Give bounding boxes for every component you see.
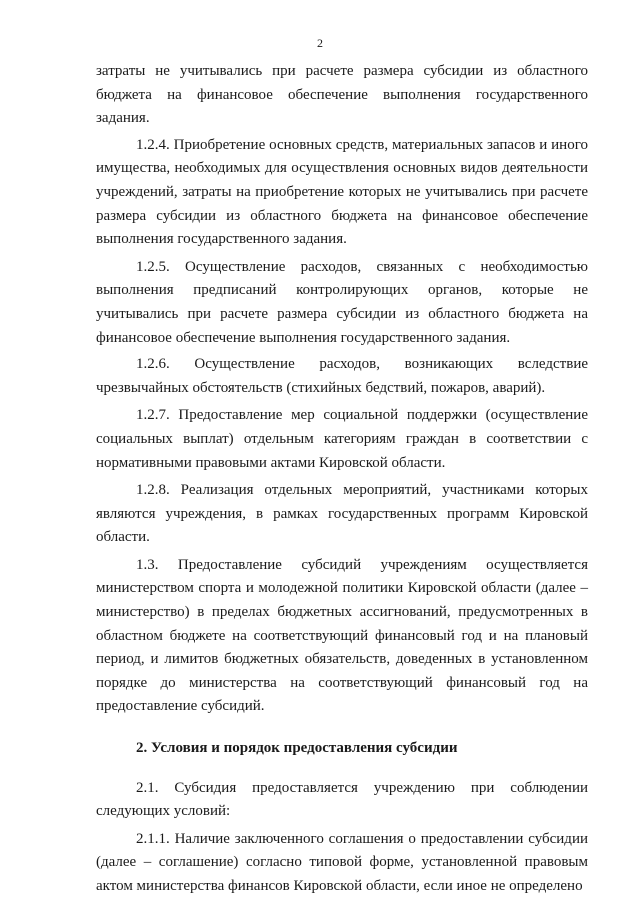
paragraph-1-3: 1.3. Предоставление субсидий учреждениям осуществляется министерством спорта и молодежной политики Кировской области (далее – министерство) в пределах бюджетных ассигнований, предусмотренных в областном бюджете на соответствующий финансовый год и на плановый период, и лимитов бюджетных обязательств, доведенных в установленном порядке до министерства на соответствующий финансовый год на предоставление субсидий.: [96, 556, 588, 715]
paragraph-1-2-5: 1.2.5. Осуществление расходов, связанных с необходимостью выполнения предписаний контролирующих органов, которые не учитывались при расчете размера субсидии из областного бюджета на финансовое обеспечение выполнения государственного задания.: [96, 258, 588, 346]
paragraph-1-2-8: 1.2.8. Реализация отдельных мероприятий, участниками которых являются учреждения, в рамках государственных программ Кировской области.: [96, 482, 588, 546]
paragraph-1-2-4: 1.2.4. Приобретение основных средств, материальных запасов и иного имущества, необходимых для осуществления основных видов деятельности учреждений, затраты на приобретение которых не учитывались при расчете размера субсидии из областного бюджета на финансовое обеспечение выполнения государственного задания.: [96, 136, 588, 248]
paragraph-2-1-1: 2.1.1. Наличие заключенного соглашения о предоставлении субсидии (далее – соглашение) согласно типовой форме, установленной правовым актом министерства финансов Кировской области, если иное не определено: [96, 830, 588, 894]
paragraph-1-2-6: 1.2.6. Осуществление расходов, возникающих вследствие чрезвычайных обстоятельств (стихийных бедствий, пожаров, аварий).: [96, 356, 588, 396]
paragraph-continuation: затраты не учитывались при расчете размера субсидии из областного бюджета на финансовое обеспечение выполнения государственного задания.: [96, 63, 588, 127]
page-number: 2: [317, 36, 323, 50]
paragraph-1-2-7: 1.2.7. Предоставление мер социальной поддержки (осуществление социальных выплат) отдельным категориям граждан в соответствии с нормативными правовыми актами Кировской области.: [96, 407, 588, 471]
document-body: [96, 60, 588, 899]
paragraph-2-1: 2.1. Субсидия предоставляется учреждению при соблюдении следующих условий:: [96, 779, 588, 820]
section-heading-2: 2. Условия и порядок предоставления субсидии: [136, 740, 458, 757]
